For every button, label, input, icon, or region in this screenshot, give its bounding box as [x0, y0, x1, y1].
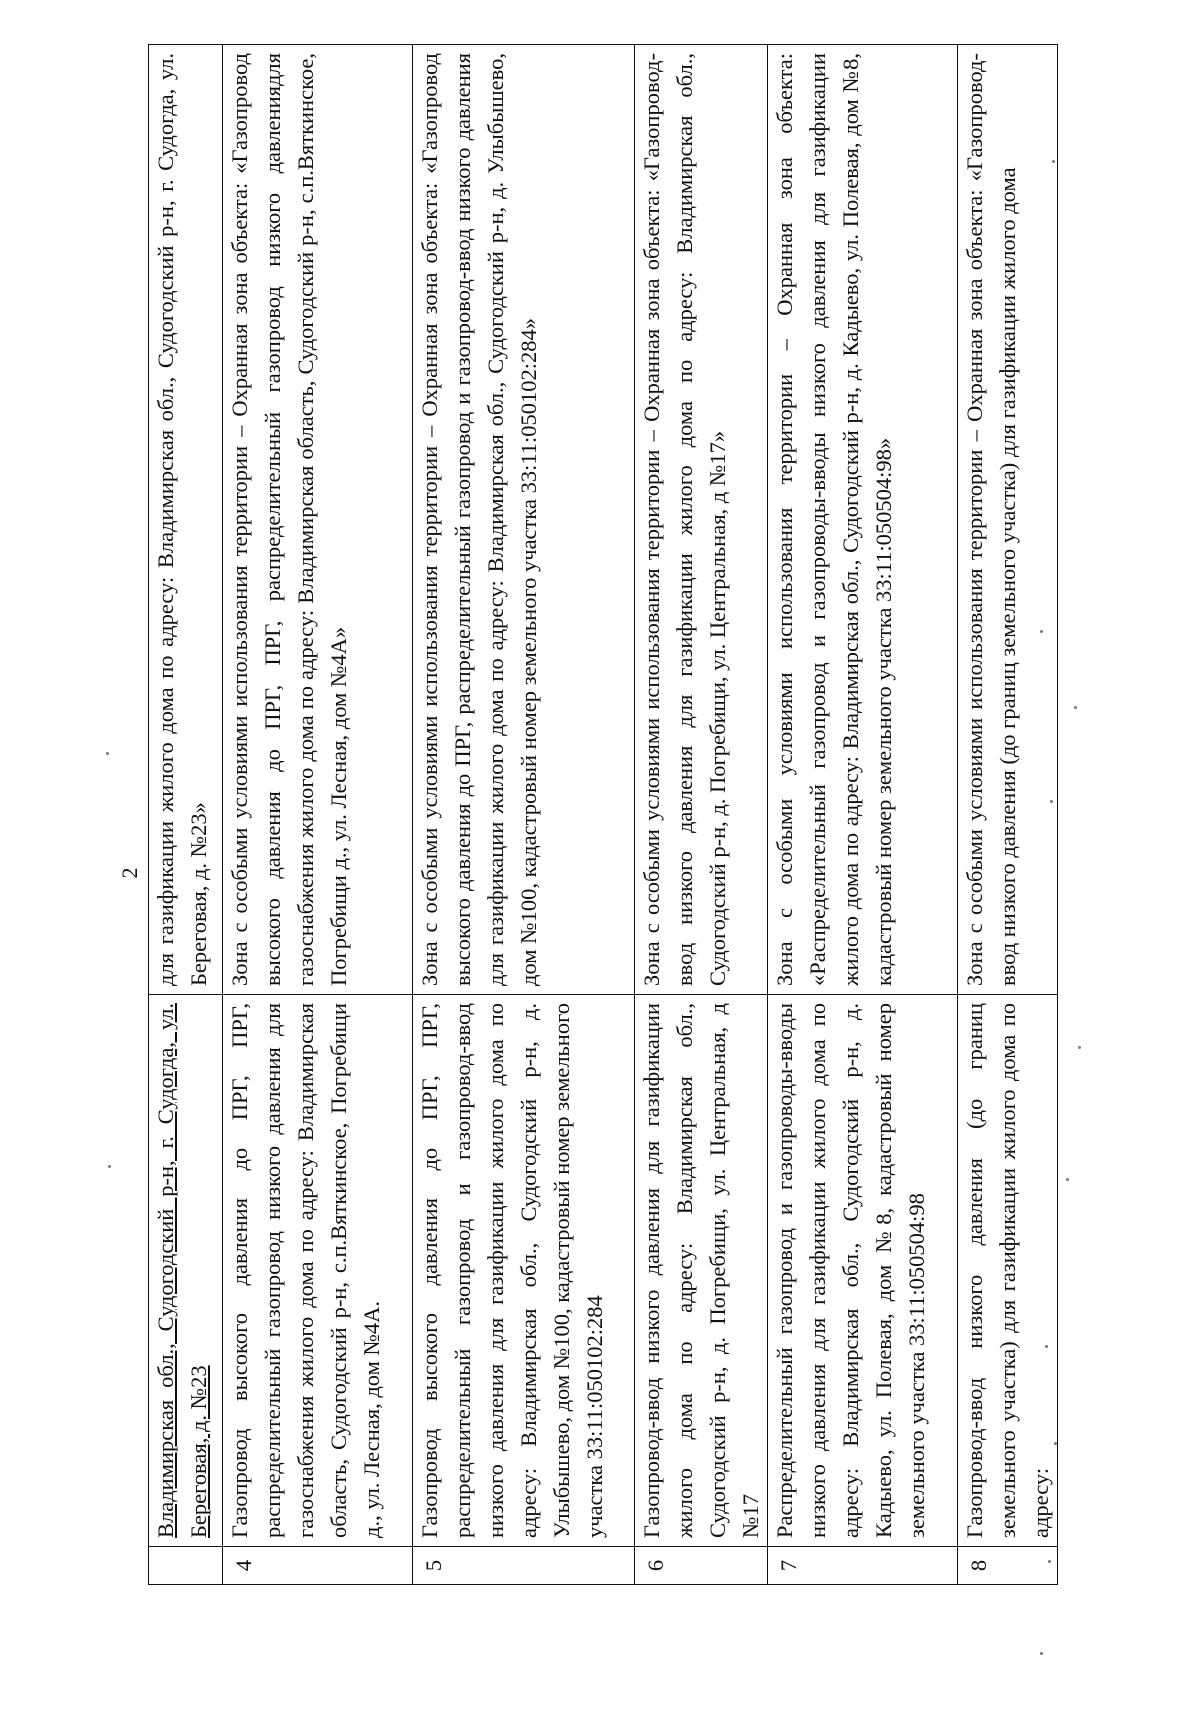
scan-speck — [1050, 800, 1053, 803]
object-cell: Газопровод высокого давления до ПРГ, ПРГ, распределительный газопровод и газопровод-ввод низкого давления для газификации жилого дома по адресу: Владимирская обл., Судогодский р-н, д. Улыбышево, дом №100, кадастровый номер земельного участка 33:11:050102:284 — [413, 995, 635, 1547]
zones-table — [148, 44, 1058, 1585]
object-cell: Газопровод-ввод низкого давления (до границ земельного участка) для газификации жилого дома по адресу: — [958, 995, 1058, 1547]
row-number: 4 — [223, 1547, 413, 1585]
scan-speck — [1054, 1442, 1057, 1445]
table-row — [413, 45, 635, 1585]
scan-speck — [1040, 1652, 1043, 1655]
row-number — [149, 1547, 223, 1585]
table-row — [635, 45, 768, 1585]
object-cell: Газопровод-ввод низкого давления для газификации жилого дома по адресу: Владимирская обл., Судогодский р-н, д. Погребищи, ул. Центральная, д №17 — [635, 995, 768, 1547]
scan-speck — [1040, 630, 1043, 633]
zone-cell: Зона с особыми условиями использования территории – Охранная зона объекта: «Газопровод высокого давления до ПРГ, ПРГ, распределительный газопровод низкого давлениядля газоснабжения жилого дома по адресу: Владимирская область, Судогодский р-н, с.п.Вяткинское, Погребищи д., ул. Лесная, дом №4А» — [223, 45, 413, 995]
object-cell: Владимирская обл., Судогодский р-н, г. Судогда, ул. Береговая, д. №23 — [149, 995, 223, 1547]
row-number: 8 — [958, 1547, 1058, 1585]
scan-speck — [1048, 1560, 1051, 1563]
scan-speck — [1045, 1345, 1048, 1348]
zone-cell: Зона с особыми условиями использования территории – Охранная зона объекта: «Газопровод высокого давления до ПРГ, распределительный газопровод и газопровод-ввод низкого давления для газификации жилого дома по адресу: Владимирская обл., Судогодский р-н, д. Улыбышево, дом №100, кадастровый номер земельного участка 33:11:050102:284» — [413, 45, 635, 995]
object-cell: Газопровод высокого давления до ПРГ, ПРГ, распределительный газопровод низкого давления для газоснабжения жилого дома по адресу: Владимирская область, Судогодский р-н, с.п.Вяткинское, Погребищи д., ул. Лесная, дом №4А. — [223, 995, 413, 1547]
object-cell: Распределительный газопровод и газопроводы-вводы низкого давления для газификации жилого дома по адресу: Владимирская обл., Судогодский р-н, д. Кадыево, ул. Полевая, дом №8, кадастровый номер земельного участка 33:11:050504:98 — [768, 995, 958, 1547]
zone-cell: Зона с особыми условиями использования территории – Охранная зона объекта: «Распределительный газопровод и газопроводы-вводы низкого давления для газификации жилого дома по адресу: Владимирская обл., Судогодский р-н, д. Кадыево, ул. Полевая, дом №8, кадастровый номер земельного участка 33:11:050504:98» — [768, 45, 958, 995]
zone-cell: для газификации жилого дома по адресу: Владимирская обл., Судогодский р-н, г. Судогда, ул. Береговая, д. №23» — [149, 45, 223, 995]
rotated-page-content — [148, 45, 1053, 1585]
zone-cell: Зона с особыми условиями использования территории – Охранная зона объекта: «Газопровод-ввод низкого давления для газификации жилого дома по адресу: Владимирская обл., Судогодский р-н, д. Погребищи, ул. Центральная, д №17» — [635, 45, 768, 995]
row-number: 6 — [635, 1547, 768, 1585]
scan-speck — [1066, 1178, 1069, 1181]
row-number: 7 — [768, 1547, 958, 1585]
table-row — [149, 45, 223, 1585]
scan-speck — [1078, 1046, 1081, 1049]
scan-speck — [108, 1165, 111, 1168]
table-row — [768, 45, 958, 1585]
zone-cell: Зона с особыми условиями использования территории – Охранная зона объекта: «Газопровод-ввод низкого давления (до границ земельного участка) для газификации жилого дома — [958, 45, 1058, 995]
row-number: 5 — [413, 1547, 635, 1585]
scan-speck — [1052, 160, 1055, 163]
table-row — [223, 45, 413, 1585]
page-number: 2 — [117, 867, 142, 879]
scan-speck — [106, 752, 109, 755]
table-row — [958, 45, 1058, 1585]
scan-speck — [1074, 706, 1077, 709]
